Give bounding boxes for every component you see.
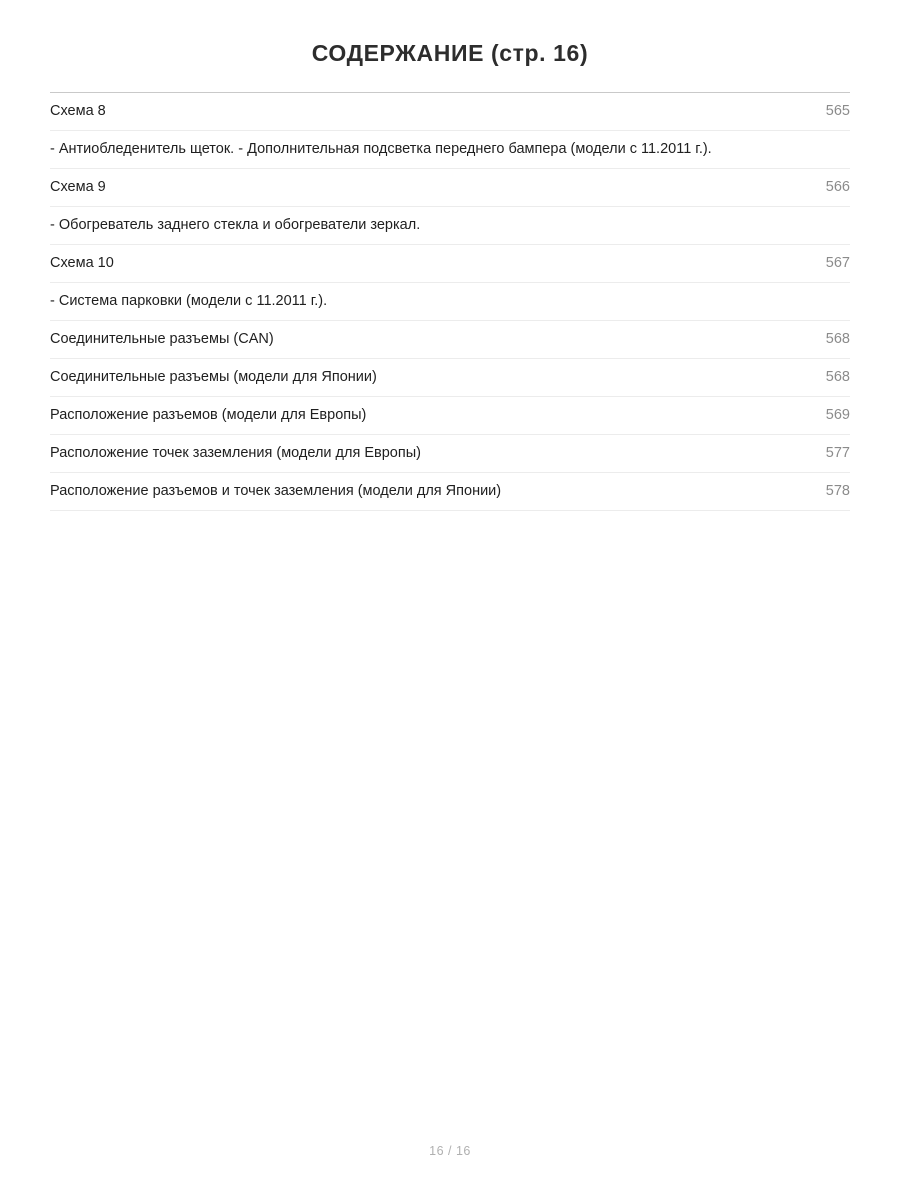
toc-row[interactable] [50,207,850,245]
toc-row[interactable] [50,169,850,207]
toc-entry-label: Расположение разъемов и точек заземления (модели для Японии) [50,483,502,499]
toc-row[interactable] [50,321,850,359]
toc-entry-page-number: 578 [825,483,850,499]
toc-entry-page-number: 569 [825,407,850,423]
toc-entry-page-number: 568 [825,369,850,385]
toc-entry-label: Схема 8 [50,103,106,119]
table-of-contents [50,93,850,511]
toc-entry-label: Расположение разъемов (модели для Европы) [50,407,367,423]
toc-entry-label: - Система парковки (модели с 11.2011 г.). [50,293,328,309]
toc-entry-label: Схема 10 [50,255,114,271]
toc-entry-label: Соединительные разъемы (CAN) [50,331,274,347]
toc-row[interactable] [50,359,850,397]
toc-row[interactable] [50,397,850,435]
toc-row[interactable] [50,473,850,511]
toc-row[interactable] [50,245,850,283]
toc-row[interactable] [50,131,850,169]
toc-entry-page-number: 566 [825,179,850,195]
page-footer: 16 / 16 [429,1144,471,1158]
toc-row[interactable] [50,435,850,473]
toc-row[interactable] [50,93,850,131]
toc-row[interactable] [50,283,850,321]
toc-entry-page-number: 568 [825,331,850,347]
toc-entry-page-number: 565 [825,103,850,119]
toc-entry-label: Расположение точек заземления (модели для Европы) [50,445,421,461]
toc-entry-page-number: 577 [825,445,850,461]
toc-entry-label: - Антиобледенитель щеток. - Дополнительная подсветка переднего бампера (модели с 11.2011 г.). [50,141,712,157]
toc-entry-label: Схема 9 [50,179,106,195]
toc-entry-page-number: 567 [825,255,850,271]
toc-entry-label: - Обогреватель заднего стекла и обогреватели зеркал. [50,217,421,233]
toc-entry-label: Соединительные разъемы (модели для Японии) [50,369,377,385]
page-title: СОДЕРЖАНИЕ (стр. 16) [311,40,589,66]
